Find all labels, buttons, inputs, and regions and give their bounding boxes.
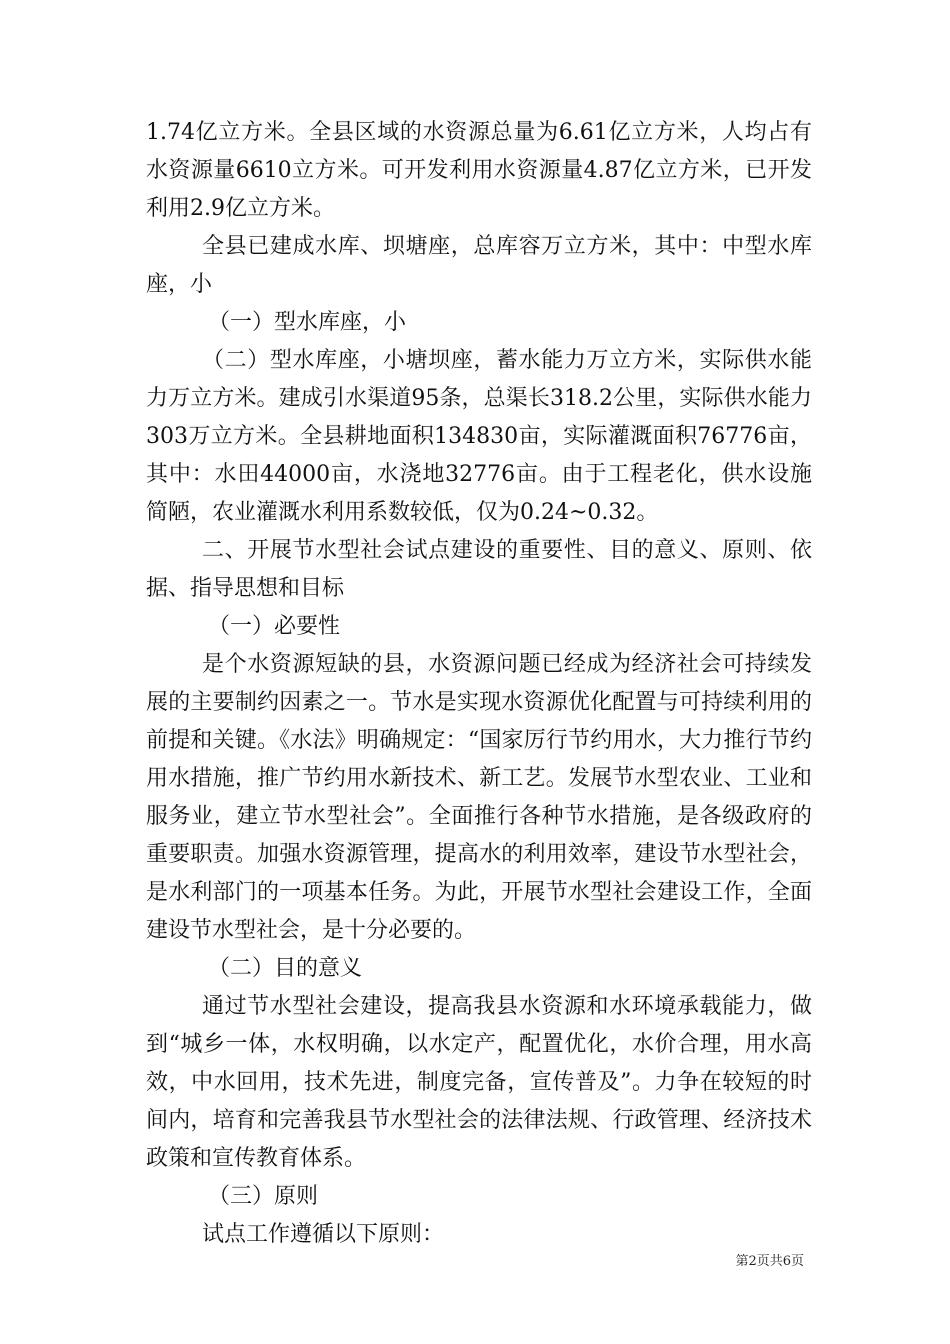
subheading-purpose: （二）目的意义: [208, 956, 363, 981]
subheading-small-reservoirs-1: （一）型水库座，小: [208, 310, 407, 335]
paragraph-purpose: 通过节水型社会建设，提高我县水资源和水环境承载能力，做到“城乡一体，水权明确，以水定产，配置优化，水价合理，用水高效，中水回用，技术先进，制度完备，宣传普及”。力争在较短的时间内，培育和完善我县节水型社会的法律法规、行政管理、经济技术政策和宣传教育体系。: [146, 994, 812, 1171]
paragraph-water-resources-total: 1.74亿立方米。全县区域的水资源总量为6.61亿立方米，人均占有水资源量6610立方米。可开发利用水资源量4.87亿立方米，已开发利用2.9亿立方米。: [146, 120, 812, 221]
paragraph-reservoirs: 全县已建成水库、坝塘座，总库容万立方米，其中：中型水库座，小: [146, 234, 812, 297]
page-number-footer: 第2页共6页: [735, 1254, 804, 1269]
subheading-principles: （三）原则: [208, 1184, 319, 1209]
paragraph-small-reservoirs-2: （二）型水库座，小塘坝座，蓄水能力万立方米，实际供水能力万立方米。建成引水渠道95条，总渠长318.2公里，实际供水能力303万立方米。全县耕地面积134830亩，实际灌溉面积76776亩，其中：水田44000亩，水浇地32776亩。由于工程老化，供水设施简陋，农业灌溉水利用系数较低，仅为0.24~0.32。: [146, 348, 812, 525]
document-body: [146, 114, 812, 1254]
subheading-necessity: （一）必要性: [208, 614, 341, 639]
paragraph-necessity: 是个水资源短缺的县，水资源问题已经成为经济社会可持续发展的主要制约因素之一。节水是实现水资源优化配置与可持续利用的前提和关键。《水法》明确规定：“国家厉行节约用水，大力推行节约用水措施，推广节约用水新技术、新工艺。发展节水型农业、工业和服务业，建立节水型社会”。全面推行各种节水措施，是各级政府的重要职责。加强水资源管理，提高水的利用效率，建设节水型社会，是水利部门的一项基本任务。为此，开展节水型社会建设工作，全面建设节水型社会，是十分必要的。: [146, 652, 812, 943]
section-heading-2: 二、开展节水型社会试点建设的重要性、目的意义、原则、依据、指导思想和目标: [146, 538, 812, 601]
paragraph-principles-intro: 试点工作遵循以下原则：: [202, 1222, 445, 1247]
